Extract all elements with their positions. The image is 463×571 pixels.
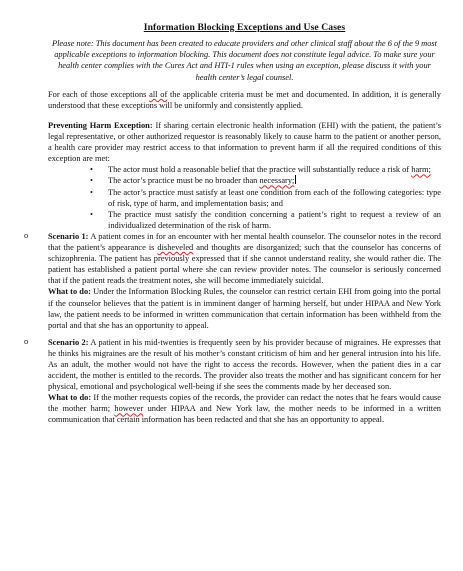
criteria-list (48, 164, 441, 231)
spellcheck-word: however (114, 404, 144, 414)
criteria-item: • The practice must satisfy the condition concerning a patient’s right to request a review of an individualized determination of the risk of harm. (90, 209, 441, 230)
preventing-harm-paragraph (48, 120, 441, 164)
scenario-1-what-to-do: What to do: Under the Information Blocking Rules, the counselor can restrict certain EHI from going into the portal if the counselor believes that the patient is in imminent danger of harming herself, but under HIPAA and New York law, the patient needs to be informed in written communication that certain information has been withheld from the portal and that she has an opportunity to appeal. (48, 287, 442, 330)
bullet-glyph: • (90, 165, 93, 175)
scenario-1-label: Scenario 1: (48, 231, 89, 241)
section-text: If sharing certain electronic health information (EHI) with the patient, the patient’s legal representative, or other authorized requestor is reasonably likely to cause harm to the patient or another person, a health care provider may restrict access to that information to prevent harm if all the required conditions of this exception are met: (48, 121, 441, 164)
scenario-2-label: Scenario 2: (48, 337, 89, 347)
section-heading: Preventing Harm Exception: (48, 121, 153, 130)
what-to-do-label: What to do: (48, 393, 92, 403)
criteria-item: • The actor’s practice must satisfy at least one condition from each of the following categories: type of risk, type of harm, and implementation basis; and (90, 187, 441, 208)
text-cursor (295, 175, 296, 184)
spellcheck-word: necessary; (259, 176, 295, 186)
scenario-1 (24, 230, 442, 331)
criteria-item: • The actor must hold a reasonable belief that the practice will substantially reduce a risk of harm; (90, 165, 431, 175)
scenario-marker: o (24, 336, 29, 346)
legal-disclaimer-note: Please note: This document has been created to educate providers and other clinical staff about the 6 of the 9 most applicable exceptions to information blocking. This document does not constitute legal advice. To make sure your health center complies with the Cures Act and HTI-1 rules when using an exception, please discuss it with your health center’s legal counsel. (51, 39, 438, 82)
scenario-1-text: Scenario 1: A patient comes in for an encounter with her mental health counselor. The counselor notes in the record that the patient’s appearance is disheveled and thoughts are disorganized; such that the counselor has concerns of schizophrenia. The patient has previously expressed that if she cannot understand reality, she would rather die. The patient has established a patient portal where she can review provider notes. The counselor is seriously concerned that if the patient reads the treatment notes, she will become immediately suicidal. (48, 231, 441, 286)
criteria-item: • The actor’s practice must be no broader than necessary; (90, 176, 295, 186)
spellcheck-word: disheveled (157, 243, 194, 253)
scenario-marker: o (24, 230, 29, 240)
what-to-do-label: What to do: (48, 287, 91, 297)
bullet-glyph: • (90, 209, 93, 219)
bullet-glyph: • (90, 187, 93, 197)
scenario-2-text: Scenario 2: A patient in his mid-twenties is frequently seen by his provider because of migraines. He expresses that he thinks his migraines are the result of his mother’s constant criticism of him and her general intrusion into his life. As an adult, the mother would not have the right to access the records. However, when the patient dies in a car accident, the mother is entitled to the records. The provider also treats the mother and has significant concern for her physical, emotional and psychological well-being if she sees the comments made by her deceased son. (48, 337, 441, 392)
intro-text-b: the applicable criteria must be met and documented. In addition, it is generally understood that these exceptions will be uniformly and consistently applied. (48, 89, 441, 110)
scenario-2 (24, 336, 441, 426)
bullet-glyph: • (90, 176, 93, 186)
intro-paragraph (48, 89, 441, 111)
intro-all-of: all of (149, 89, 168, 99)
intro-text-a: For each of those exceptions (48, 89, 150, 99)
spellcheck-word: harm; (411, 165, 431, 175)
scenario-2-what-to-do: What to do: If the mother requests copies of the records, the provider can redact the notes that he fears would cause the mother harm; however under HIPAA and New York law, the mother needs to be informed in a written communication that certain information has been redacted and that she has an opportunity to appeal. (48, 393, 441, 425)
document-title: Information Blocking Exceptions and Use Cases (143, 22, 346, 33)
